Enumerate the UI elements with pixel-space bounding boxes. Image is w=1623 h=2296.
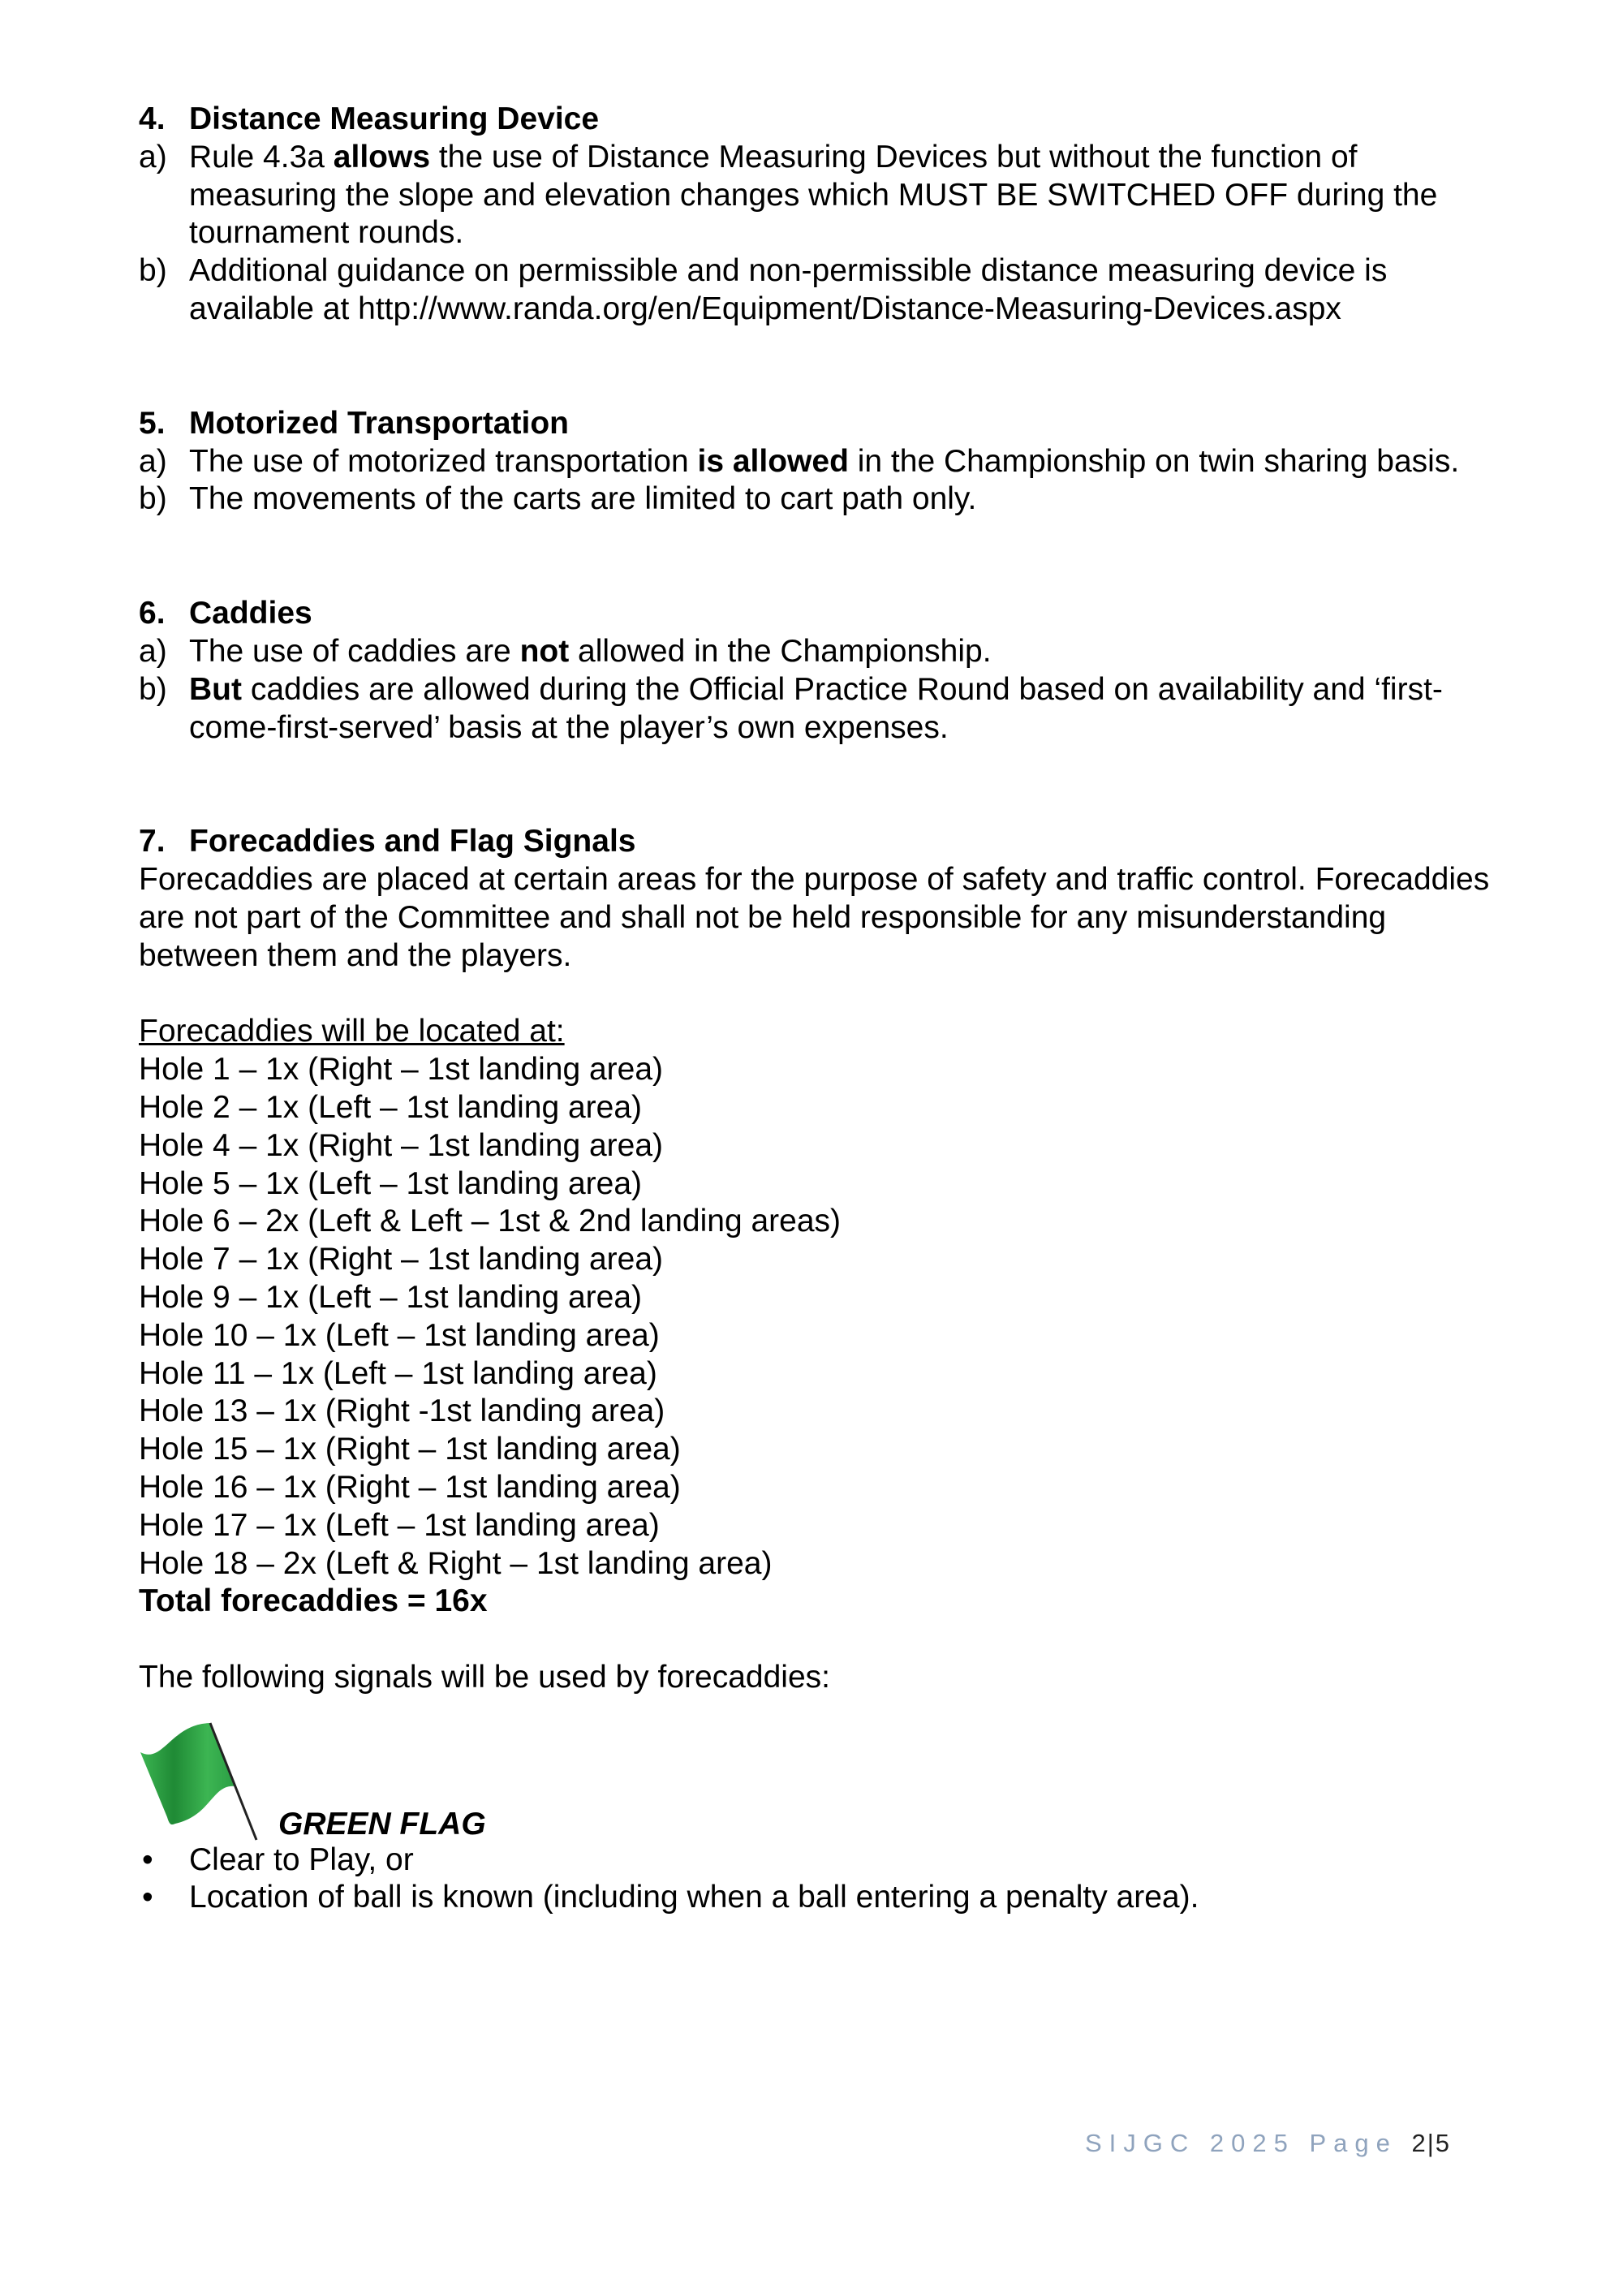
signals-intro: The following signals will be used by forecaddies:: [139, 1659, 830, 1695]
green-flag-signal: [139, 1720, 1502, 1842]
hole-list: [139, 1051, 1502, 1583]
list-item: [139, 671, 1502, 747]
item-text: [189, 633, 1502, 671]
section-motorized-transportation: [139, 405, 1502, 519]
list-item: [139, 443, 1502, 481]
section-title: Distance Measuring Device: [189, 101, 600, 136]
item-label: b): [139, 481, 167, 517]
text: Rule 4.3a: [189, 139, 334, 174]
bullet-icon: •: [142, 1880, 153, 1915]
item-label: a): [139, 443, 167, 479]
text: The use of caddies are: [189, 633, 520, 669]
hole-list-item: Hole 10 – 1x (Left – 1st landing area): [139, 1317, 660, 1353]
total-forecaddies: Total forecaddies = 16x: [139, 1583, 488, 1619]
item-label: b): [139, 671, 167, 707]
section-heading: [139, 823, 1502, 861]
item-text: [189, 443, 1502, 481]
hole-list-item: Hole 17 – 1x (Left – 1st landing area): [139, 1507, 660, 1543]
green-flag-icon: [139, 1720, 277, 1842]
hole-list-item: Hole 15 – 1x (Right – 1st landing area): [139, 1432, 681, 1467]
section-number: 5.: [139, 405, 166, 441]
item-label: b): [139, 253, 167, 289]
list-item: [139, 633, 1502, 671]
flag-label: GREEN FLAG: [278, 1806, 486, 1842]
text: allowed in the Championship.: [569, 633, 992, 669]
bullet-item: [139, 1879, 1502, 1917]
bullet-item: [139, 1842, 1502, 1880]
intro-paragraph: Forecaddies are placed at certain areas for the purpose of safety and traffic control. Forecaddies are not part of the Committee and shall not be held responsible for any misunderstanding between them and the players.: [139, 862, 1490, 973]
section-title: Caddies: [189, 596, 312, 631]
section-number: 6.: [139, 596, 166, 631]
locations-heading: Forecaddies will be located at:: [139, 1014, 565, 1049]
hole-list-item: Hole 1 – 1x (Right – 1st landing area): [139, 1052, 664, 1088]
item-text: [189, 139, 1502, 252]
section-title: Motorized Transportation: [189, 405, 569, 441]
section-number: 7.: [139, 824, 166, 859]
section-heading: [139, 405, 1502, 443]
bullet-text: Location of ball is known (including when a ball entering a penalty area).: [189, 1880, 1199, 1915]
section-heading: [139, 101, 1502, 139]
hole-list-item: Hole 13 – 1x (Right -1st landing area): [139, 1394, 665, 1429]
hole-list-item: Hole 2 – 1x (Left – 1st landing area): [139, 1089, 643, 1125]
section-distance-measuring-device: [139, 101, 1502, 329]
bold-text: But: [189, 671, 242, 707]
footer-text: SIJGC 2025 Page: [1085, 2129, 1412, 2157]
hole-list-item: Hole 18 – 2x (Left & Right – 1st landing area): [139, 1545, 773, 1581]
bullet-text: Clear to Play, or: [189, 1842, 414, 1877]
text: caddies are allowed during the Official Practice Round based on availability and ‘first-come-first-served’ basis at the player’s own expenses.: [189, 671, 1443, 745]
hole-list-item: Hole 4 – 1x (Right – 1st landing area): [139, 1127, 664, 1163]
item-label: a): [139, 633, 167, 669]
list-item: [139, 480, 1502, 519]
section-number: 4.: [139, 101, 166, 136]
hole-list-item: Hole 6 – 2x (Left & Left – 1st & 2nd landing areas): [139, 1204, 842, 1239]
item-label: a): [139, 139, 167, 174]
page-number: 2|5: [1411, 2129, 1452, 2157]
section-forecaddies: [139, 823, 1502, 1917]
bullet-icon: •: [142, 1842, 153, 1877]
list-item: [139, 252, 1502, 329]
bold-text: is allowed: [697, 443, 849, 479]
section-heading: [139, 595, 1502, 633]
item-text: Additional guidance on permissible and non-permissible distance measuring device is available at http://www.randa.org/en/Equipment/Distance-Measuring-Devices.aspx: [189, 253, 1388, 326]
text: The use of motorized transportation: [189, 443, 698, 479]
item-text: The movements of the carts are limited to cart path only.: [189, 481, 977, 517]
hole-list-item: Hole 16 – 1x (Right – 1st landing area): [139, 1469, 681, 1505]
item-text: [189, 671, 1502, 747]
bold-text: not: [519, 633, 570, 669]
hole-list-item: Hole 11 – 1x (Left – 1st landing area): [139, 1355, 657, 1391]
hole-list-item: Hole 7 – 1x (Right – 1st landing area): [139, 1242, 664, 1277]
section-caddies: [139, 595, 1502, 747]
hole-list-item: Hole 5 – 1x (Left – 1st landing area): [139, 1165, 643, 1201]
hole-list-item: Hole 9 – 1x (Left – 1st landing area): [139, 1279, 643, 1315]
text: in the Championship on twin sharing basis.: [848, 443, 1460, 479]
section-title: Forecaddies and Flag Signals: [189, 824, 636, 859]
document-page: [139, 101, 1502, 1917]
list-item: [139, 139, 1502, 252]
bold-text: allows: [333, 139, 431, 174]
page-footer: [1085, 2125, 1451, 2163]
text: the use of Distance Measuring Devices but without the function of measuring the slope and elevation changes which MUST BE SWITCHED OFF during the tournament rounds.: [189, 139, 1438, 251]
